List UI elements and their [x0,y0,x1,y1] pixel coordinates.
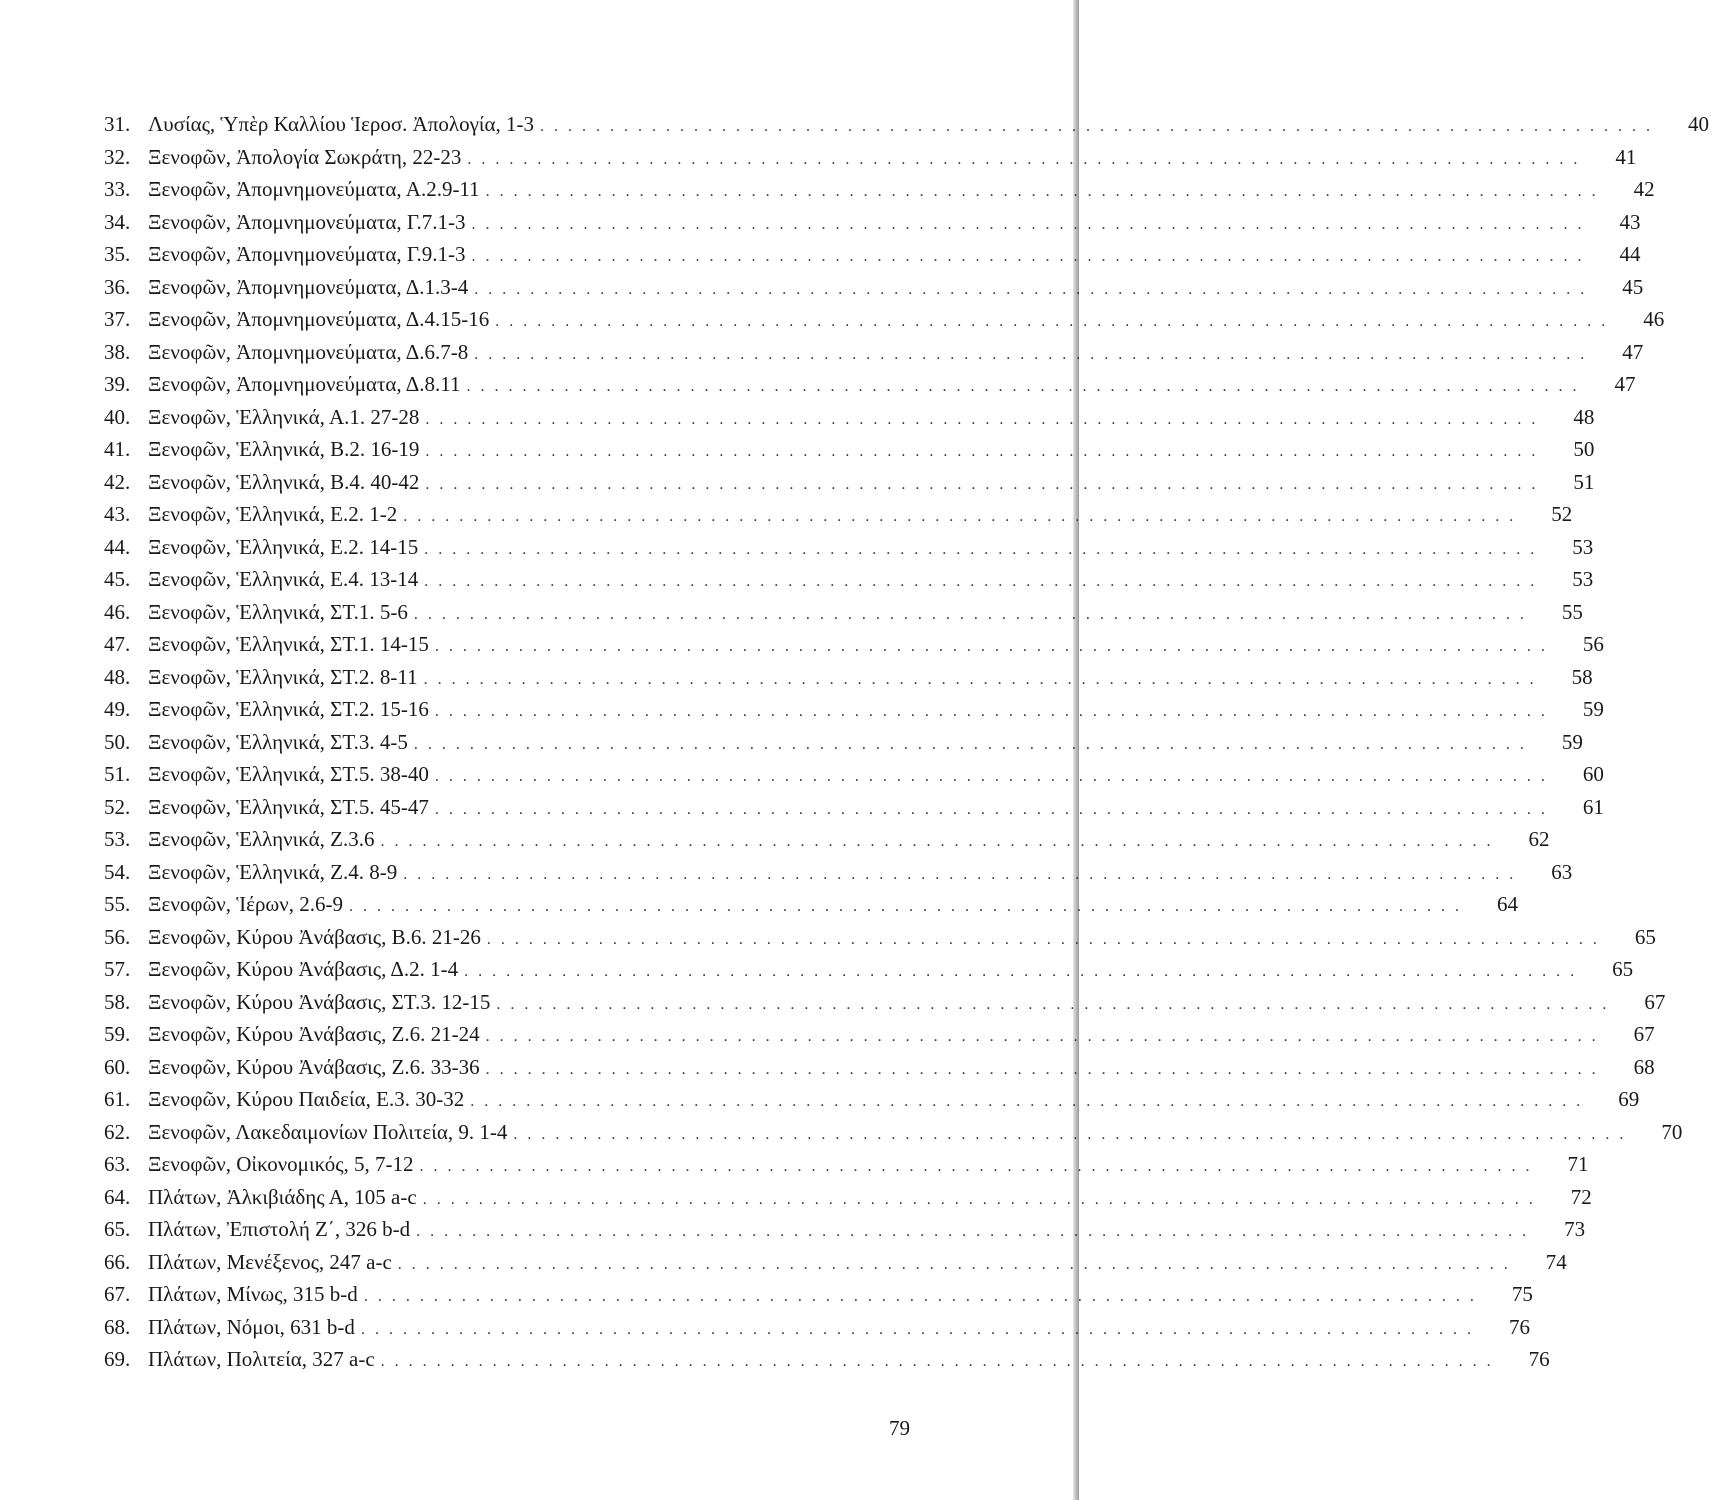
toc-entry [104,206,1641,239]
entry-page-number: 64 [1497,892,1518,916]
entry-number: 69. [104,1347,131,1371]
dot-leader: . . . . . . . . . . . . . . . . . . . . . . . . . . . . . . . . . . . . . . . . . . . . . . . . . . . . . . . . . . . . . . . . . . . . . . . . . . . . . . . . [403,508,1517,525]
entry-number: 67. [104,1282,131,1306]
entry-title: Ξενοφῶν, Ἑλληνικά, Β.4. 40-42 [148,469,420,494]
entry-page-number: 59 [1561,729,1583,754]
toc-entry [104,563,1594,596]
entry-number: 43. [104,502,131,526]
entry-title: Ξενοφῶν, Κύρου Ἀνάβασις, Ζ.6. 33-36 [148,1054,480,1079]
entry-page-number: 59 [1582,697,1604,721]
entry-number: 68. [104,1314,131,1339]
dot-leader: . . . . . . . . . . . . . . . . . . . . . . . . . . . . . . . . . . . . . . . . . . . . . . . . . . . . . . . . . . . . . . . . . . . . . . . . . . . . . . . . [434,638,1548,655]
dot-leader: . . . . . . . . . . . . . . . . . . . . . . . . . . . . . . . . . . . . . . . . . . . . . . . . . . . . . . . . . . . . . . . . . . . . . . . . . . . . . . . . [474,345,1588,363]
entry-title: Ξενοφῶν, Κύρου Ἀνάβασις, Δ.2. 1-4 [148,957,459,981]
entry-number: 39. [104,372,131,396]
toc-entry [104,498,1573,531]
entry-title: Ξενοφῶν, Ἑλληνικά, ΣΤ.1. 14-15 [148,632,429,656]
entry-number: 61. [104,1087,131,1111]
entry-page-number: 56 [1582,632,1604,656]
dot-leader: . . . . . . . . . . . . . . . . . . . . . . . . . . . . . . . . . . . . . . . . . . . . . . . . . . . . . . . . . . . . . . . . . . . . . . . . . . . . . . . . [466,378,1580,395]
dot-leader: . . . . . . . . . . . . . . . . . . . . . . . . . . . . . . . . . . . . . . . . . . . . . . . . . . . . . . . . . . . . . . . . . . . . . . . . . . . . . . . . [513,1125,1627,1143]
entry-title: Ξενοφῶν, Κύρου Ἀνάβασις, ΣΤ.3. 12-15 [148,989,491,1014]
entry-page-number: 67 [1633,1022,1655,1046]
entry-number: 53. [104,827,131,851]
entry-page-number: 63 [1551,859,1573,884]
dot-leader: . . . . . . . . . . . . . . . . . . . . . . . . . . . . . . . . . . . . . . . . . . . . . . . . . . . . . . . . . . . . . . . . . . . . . . . . . . . . . . . . [485,1028,1599,1045]
toc-entry [104,141,1637,174]
dot-leader: . . . . . . . . . . . . . . . . . . . . . . . . . . . . . . . . . . . . . . . . . . . . . . . . . . . . . . . . . . . . . . . . . . . . . . . . . . . . . . . . [540,118,1654,135]
entry-title: Πλάτων, Νόμοι, 631 b-d [148,1314,355,1339]
toc-entry [104,986,1666,1019]
entry-number: 50. [104,729,131,754]
entry-number: 62. [104,1119,131,1144]
entry-title: Ξενοφῶν, Ἑλληνικά, Ζ.4. 8-9 [148,859,398,884]
entry-page-number: 65 [1612,957,1634,981]
entry-title: Ξενοφῶν, Ἀπομνημονεύματα, Δ.6.7-8 [148,339,469,364]
entry-title: Πλάτων, Ἀλκιβιάδης Α, 105 a-c [148,1184,417,1209]
entry-title: Ξενοφῶν, Κύρου Ἀνάβασις, Ζ.6. 21-24 [148,1022,480,1046]
entry-page-number: 75 [1511,1282,1533,1306]
toc-entry [104,173,1655,206]
entry-number: 38. [104,339,131,364]
entry-page-number: 68 [1633,1054,1655,1079]
dot-leader: . . . . . . . . . . . . . . . . . . . . . . . . . . . . . . . . . . . . . . . . . . . . . . . . . . . . . . . . . . . . . . . . . . . . . . . . . . . . . . . . [403,865,1517,883]
dot-leader: . . . . . . . . . . . . . . . . . . . . . . . . . . . . . . . . . . . . . . . . . . . . . . . . . . . . . . . . . . . . . . . . . . . . . . . . . . . . . . . . [467,150,1581,168]
dot-leader: . . . . . . . . . . . . . . . . . . . . . . . . . . . . . . . . . . . . . . . . . . . . . . . . . . . . . . . . . . . . . . . . . . . . . . . . . . . . . . . . [422,1190,1536,1208]
entry-page-number: 44 [1619,242,1641,266]
toc-entry [104,1116,1683,1149]
entry-number: 42. [104,469,131,494]
entry-number: 51. [104,762,131,786]
entry-title: Πλάτων, Μενέξενος, 247 a-c [148,1249,392,1274]
entry-number: 64. [104,1184,131,1209]
entry-title: Πλάτων, Πολιτεία, 327 a-c [148,1347,375,1371]
dot-leader: . . . . . . . . . . . . . . . . . . . . . . . . . . . . . . . . . . . . . . . . . . . . . . . . . . . . . . . . . . . . . . . . . . . . . . . . . . . . . . . . [486,930,1600,948]
dot-leader: . . . . . . . . . . . . . . . . . . . . . . . . . . . . . . . . . . . . . . . . . . . . . . . . . . . . . . . . . . . . . . . . . . . . . . . . . . . . . . . . [416,1223,1530,1240]
toc-entry [104,1181,1592,1214]
entry-number: 56. [104,924,131,949]
dot-leader: . . . . . . . . . . . . . . . . . . . . . . . . . . . . . . . . . . . . . . . . . . . . . . . . . . . . . . . . . . . . . . . . . . . . . . . . . . . . . . . . [425,443,1539,460]
entry-number: 52. [104,794,131,819]
toc-entry [104,1278,1533,1311]
dot-leader: . . . . . . . . . . . . . . . . . . . . . . . . . . . . . . . . . . . . . . . . . . . . . . . . . . . . . . . . . . . . . . . . . . . . . . . . . . . . . . . . [419,1158,1533,1175]
dot-leader: . . . . . . . . . . . . . . . . . . . . . . . . . . . . . . . . . . . . . . . . . . . . . . . . . . . . . . . . . . . . . . . . . . . . . . . . . . . . . . . . [413,735,1527,753]
entry-title: Ξενοφῶν, Ἑλληνικά, ΣΤ.3. 4-5 [148,729,408,754]
toc-entry [104,661,1593,694]
entry-title: Ξενοφῶν, Ἑλληνικά, ΣΤ.2. 15-16 [148,697,429,721]
toc-entry [104,693,1604,726]
entry-number: 45. [104,567,131,591]
entry-number: 33. [104,177,131,201]
dot-leader: . . . . . . . . . . . . . . . . . . . . . . . . . . . . . . . . . . . . . . . . . . . . . . . . . . . . . . . . . . . . . . . . . . . . . . . . . . . . . . . . [464,963,1578,980]
entry-page-number: 76 [1528,1347,1550,1371]
toc-entry [104,271,1644,304]
entry-page-number: 53 [1572,534,1594,559]
dot-leader: . . . . . . . . . . . . . . . . . . . . . . . . . . . . . . . . . . . . . . . . . . . . . . . . . . . . . . . . . . . . . . . . . . . . . . . . . . . . . . . . [380,833,1494,850]
entry-page-number: 74 [1545,1249,1567,1274]
entry-page-number: 55 [1561,599,1583,624]
entry-title: Λυσίας, Ὑπὲρ Καλλίου Ἱεροσ. Ἀπολογία, 1-3 [148,112,535,136]
entry-title: Ξενοφῶν, Ἑλληνικά, Α.1. 27-28 [148,404,420,429]
toc-entry [104,823,1550,856]
entry-page-number: 45 [1622,274,1644,299]
entry-page-number: 40 [1688,112,1709,136]
toc-entry [104,888,1518,921]
toc-entry [104,368,1636,401]
table-of-contents [104,108,1709,1376]
dot-leader: . . . . . . . . . . . . . . . . . . . . . . . . . . . . . . . . . . . . . . . . . . . . . . . . . . . . . . . . . . . . . . . . . . . . . . . . . . . . . . . . [424,573,1538,590]
entry-title: Ξενοφῶν, Ἑλληνικά, ΣΤ.2. 8-11 [148,664,418,689]
dot-leader: . . . . . . . . . . . . . . . . . . . . . . . . . . . . . . . . . . . . . . . . . . . . . . . . . . . . . . . . . . . . . . . . . . . . . . . . . . . . . . . . [413,605,1527,623]
entry-title: Ξενοφῶν, Οἰκονομικός, 5, 7-12 [148,1152,414,1176]
entry-title: Ξενοφῶν, Ἑλληνικά, Ζ.3.6 [148,827,375,851]
entry-page-number: 60 [1582,762,1604,786]
dot-leader: . . . . . . . . . . . . . . . . . . . . . . . . . . . . . . . . . . . . . . . . . . . . . . . . . . . . . . . . . . . . . . . . . . . . . . . . . . . . . . . . [434,800,1548,818]
dot-leader: . . . . . . . . . . . . . . . . . . . . . . . . . . . . . . . . . . . . . . . . . . . . . . . . . . . . . . . . . . . . . . . . . . . . . . . . . . . . . . . . [349,898,1462,915]
toc-entry [104,531,1594,564]
entry-page-number: 47 [1622,339,1644,364]
entry-page-number: 70 [1661,1119,1683,1144]
dot-leader: . . . . . . . . . . . . . . . . . . . . . . . . . . . . . . . . . . . . . . . . . . . . . . . . . . . . . . . . . . . . . . . . . . . . . . . . . . . . . . . . [434,703,1548,720]
toc-entry [104,108,1709,141]
toc-entry [104,1246,1567,1279]
dot-leader: . . . . . . . . . . . . . . . . . . . . . . . . . . . . . . . . . . . . . . . . . . . . . . . . . . . . . . . . . . . . . . . . . . . . . . . . . . . . . . . . [434,768,1548,785]
entry-number: 60. [104,1054,131,1079]
entry-number: 46. [104,599,131,624]
toc-entry [104,336,1644,369]
dot-leader: . . . . . . . . . . . . . . . . . . . . . . . . . . . . . . . . . . . . . . . . . . . . . . . . . . . . . . . . . . . . . . . . . . . . . . . . . . . . . . . . [380,1353,1494,1370]
entry-number: 37. [104,307,131,331]
entry-number: 35. [104,242,131,266]
dot-leader: . . . . . . . . . . . . . . . . . . . . . . . . . . . . . . . . . . . . . . . . . . . . . . . . . . . . . . . . . . . . . . . . . . . . . . . . . . . . . . . . [470,1093,1584,1110]
dot-leader: . . . . . . . . . . . . . . . . . . . . . . . . . . . . . . . . . . . . . . . . . . . . . . . . . . . . . . . . . . . . . . . . . . . . . . . . . . . . . . . . [471,248,1585,265]
entry-title: Ξενοφῶν, Ἑλληνικά, Β.2. 16-19 [148,437,420,461]
entry-page-number: 47 [1614,372,1636,396]
entry-page-number: 67 [1644,989,1666,1014]
entry-title: Ξενοφῶν, Ἀπομνημονεύματα, Δ.8.11 [148,372,461,396]
entry-title: Ξενοφῶν, Ἑλληνικά, Ε.2. 14-15 [148,534,419,559]
entry-title: Ξενοφῶν, Ἑλληνικά, ΣΤ.5. 45-47 [148,794,429,819]
page-number: 79 [889,1416,910,1440]
entry-page-number: 65 [1634,924,1656,949]
entry-number: 66. [104,1249,131,1274]
entry-page-number: 58 [1571,664,1593,689]
dot-leader: . . . . . . . . . . . . . . . . . . . . . . . . . . . . . . . . . . . . . . . . . . . . . . . . . . . . . . . . . . . . . . . . . . . . . . . . . . . . . . . . [423,670,1537,688]
entry-page-number: 52 [1551,502,1573,526]
toc-entry [104,1083,1640,1116]
toc-entry [104,433,1595,466]
dot-leader: . . . . . . . . . . . . . . . . . . . . . . . . . . . . . . . . . . . . . . . . . . . . . . . . . . . . . . . . . . . . . . . . . . . . . . . . . . . . . . . . [471,215,1585,233]
entry-number: 63. [104,1152,131,1176]
toc-entry [104,628,1604,661]
entry-number: 32. [104,144,131,169]
entry-number: 55. [104,892,131,916]
entry-number: 59. [104,1022,131,1046]
toc-entry [104,1311,1530,1344]
toc-entry [104,726,1583,759]
dot-leader: . . . . . . . . . . . . . . . . . . . . . . . . . . . . . . . . . . . . . . . . . . . . . . . . . . . . . . . . . . . . . . . . . . . . . . . . . . . . . . . . [424,540,1538,558]
entry-title: Ξενοφῶν, Ἱέρων, 2.6-9 [148,892,343,916]
dot-leader: . . . . . . . . . . . . . . . . . . . . . . . . . . . . . . . . . . . . . . . . . . . . . . . . . . . . . . . . . . . . . . . . . . . . . . . . . . . . . . . . [363,1288,1477,1305]
entry-page-number: 71 [1567,1152,1589,1176]
entry-number: 58. [104,989,131,1014]
toc-entry [104,856,1573,889]
dot-leader: . . . . . . . . . . . . . . . . . . . . . . . . . . . . . . . . . . . . . . . . . . . . . . . . . . . . . . . . . . . . . . . . . . . . . . . . . . . . . . . . [425,410,1539,428]
entry-number: 34. [104,209,131,234]
dot-leader: . . . . . . . . . . . . . . . . . . . . . . . . . . . . . . . . . . . . . . . . . . . . . . . . . . . . . . . . . . . . . . . . . . . . . . . . . . . . . . . . [474,280,1588,298]
toc-entry [104,596,1583,629]
entry-page-number: 48 [1573,404,1595,429]
entry-page-number: 61 [1582,794,1604,819]
toc-entry [104,1343,1550,1376]
entry-number: 41. [104,437,131,461]
toc-entry [104,953,1634,986]
entry-title: Ξενοφῶν, Λακεδαιμονίων Πολιτεία, 9. 1-4 [148,1119,508,1144]
entry-page-number: 46 [1643,307,1665,331]
entry-title: Ξενοφῶν, Ἑλληνικά, ΣΤ.5. 38-40 [148,762,429,786]
dot-leader: . . . . . . . . . . . . . . . . . . . . . . . . . . . . . . . . . . . . . . . . . . . . . . . . . . . . . . . . . . . . . . . . . . . . . . . . . . . . . . . . [496,995,1610,1013]
entry-page-number: 72 [1570,1184,1592,1209]
entry-title: Ξενοφῶν, Ἀπομνημονεύματα, Δ.1.3-4 [148,274,469,299]
entry-page-number: 51 [1573,469,1595,494]
dot-leader: . . . . . . . . . . . . . . . . . . . . . . . . . . . . . . . . . . . . . . . . . . . . . . . . . . . . . . . . . . . . . . . . . . . . . . . . . . . . . . . . [360,1320,1474,1338]
toc-entry [104,1018,1655,1051]
entry-number: 49. [104,697,131,721]
entry-title: Ξενοφῶν, Ἀπομνημονεύματα, Α.2.9-11 [148,177,480,201]
entry-title: Ξενοφῶν, Ἑλληνικά, Ε.4. 13-14 [148,567,419,591]
entry-page-number: 43 [1619,209,1641,234]
entry-title: Ξενοφῶν, Ἑλληνικά, Ε.2. 1-2 [148,502,398,526]
entry-title: Ξενοφῶν, Ἀπομνημονεύματα, Γ.9.1-3 [148,242,466,266]
entry-number: 48. [104,664,131,689]
dot-leader: . . . . . . . . . . . . . . . . . . . . . . . . . . . . . . . . . . . . . . . . . . . . . . . . . . . . . . . . . . . . . . . . . . . . . . . . . . . . . . . . [485,1060,1599,1078]
entry-number: 65. [104,1217,131,1241]
entry-page-number: 69 [1618,1087,1640,1111]
entry-page-number: 50 [1573,437,1595,461]
entry-page-number: 76 [1508,1314,1530,1339]
entry-title: Πλάτων, Μίνως, 315 b-d [148,1282,358,1306]
entry-title: Ξενοφῶν, Ἀπομνημονεύματα, Δ.4.15-16 [148,307,490,331]
toc-entry [104,758,1604,791]
entry-number: 36. [104,274,131,299]
entry-number: 44. [104,534,131,559]
toc-entry [104,401,1595,434]
toc-entry [104,466,1595,499]
entry-title: Ξενοφῶν, Ἀπομνημονεύματα, Γ.7.1-3 [148,209,466,234]
entry-number: 54. [104,859,131,884]
dot-leader: . . . . . . . . . . . . . . . . . . . . . . . . . . . . . . . . . . . . . . . . . . . . . . . . . . . . . . . . . . . . . . . . . . . . . . . . . . . . . . . . [425,475,1539,493]
toc-entry [104,1213,1586,1246]
entry-title: Πλάτων, Ἐπιστολή Ζ΄, 326 b-d [148,1217,411,1241]
toc-entry [104,791,1604,824]
entry-number: 31. [104,112,131,136]
toc-entry [104,1051,1655,1084]
entry-page-number: 41 [1615,144,1637,169]
entry-number: 57. [104,957,131,981]
dot-leader: . . . . . . . . . . . . . . . . . . . . . . . . . . . . . . . . . . . . . . . . . . . . . . . . . . . . . . . . . . . . . . . . . . . . . . . . . . . . . . . . [495,313,1609,330]
dot-leader: . . . . . . . . . . . . . . . . . . . . . . . . . . . . . . . . . . . . . . . . . . . . . . . . . . . . . . . . . . . . . . . . . . . . . . . . . . . . . . . . [397,1255,1511,1273]
toc-entry [104,1148,1589,1181]
entry-page-number: 53 [1572,567,1594,591]
toc-entry [104,303,1665,336]
entry-title: Ξενοφῶν, Κύρου Παιδεία, Ε.3. 30-32 [148,1087,465,1111]
entry-title: Ξενοφῶν, Ἀπολογία Σωκράτη, 22-23 [148,144,462,169]
toc-entry [104,921,1656,954]
entry-title: Ξενοφῶν, Κύρου Ἀνάβασις, Β.6. 21-26 [148,924,481,949]
entry-title: Ξενοφῶν, Ἑλληνικά, ΣΤ.1. 5-6 [148,599,408,624]
entry-number: 47. [104,632,131,656]
entry-page-number: 73 [1564,1217,1586,1241]
entry-number: 40. [104,404,131,429]
dot-leader: . . . . . . . . . . . . . . . . . . . . . . . . . . . . . . . . . . . . . . . . . . . . . . . . . . . . . . . . . . . . . . . . . . . . . . . . . . . . . . . . [485,183,1599,200]
toc-entry [104,238,1641,271]
entry-page-number: 62 [1528,827,1550,851]
entry-page-number: 42 [1633,177,1655,201]
